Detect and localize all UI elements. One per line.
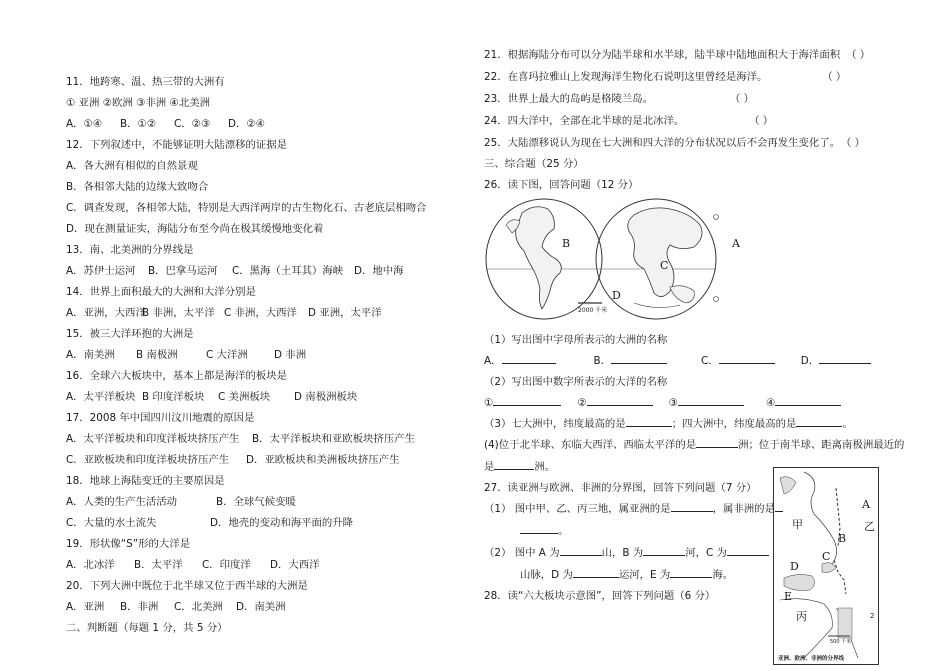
q15-option-d[interactable]: D 非洲 xyxy=(274,349,307,361)
q26-ocean-blank-4[interactable] xyxy=(775,405,841,406)
map-label-a: A xyxy=(732,237,740,250)
q25-answer-bracket[interactable]: （ ） xyxy=(846,137,865,149)
q15-stem: 15．被三大洋环抱的大洲是 xyxy=(66,328,194,340)
q27-part1-blank-1[interactable] xyxy=(671,511,713,512)
q24-text: 24．四大洋中，全部在北半球的是北冰洋。 xyxy=(484,115,685,127)
q18-option-b[interactable]: B．全球气候变暖 xyxy=(216,496,296,508)
q26-part1: （1）写出图中字母所表示的大洲的名称 xyxy=(484,334,668,346)
q19-option-a[interactable]: A．北冰洋 xyxy=(66,559,115,571)
q16-option-a[interactable]: A．太平洋板块 xyxy=(66,391,136,403)
q22 xyxy=(484,71,846,84)
q27-part2 xyxy=(484,547,769,560)
q27-blank-a[interactable] xyxy=(560,555,602,556)
q16-options xyxy=(66,391,357,404)
q11-stem: 11．地跨寒、温、热三带的大洲有 xyxy=(66,76,225,88)
q14-option-b[interactable]: B 非洲，太平洋 xyxy=(142,307,215,319)
q26-part4-text-a: (4)位于北半球、东临大西洋、西临太平洋的是 xyxy=(484,439,697,451)
q26-blank-label-b: B． xyxy=(593,355,612,367)
q17-stem: 17．2008 年中国四川汶川地震的原因是 xyxy=(66,412,255,424)
q13-option-d[interactable]: D．地中海 xyxy=(354,265,404,277)
q14-option-c[interactable]: C 非洲，大西洋 xyxy=(224,307,297,319)
q26-ocean-label-2: ② xyxy=(577,397,587,409)
q18-option-d[interactable]: D．地壳的变动和海平面的升降 xyxy=(210,517,354,529)
q20-option-d[interactable]: D．南美洲 xyxy=(236,601,286,613)
q15-options xyxy=(66,349,306,362)
q27-part1-cont xyxy=(520,525,568,538)
q26-part3-text-b: ；四大洲中，纬度最高的是 xyxy=(671,418,797,430)
q22-answer-bracket[interactable]: （ ） xyxy=(827,71,847,83)
q20-option-c[interactable]: C．北美洲 xyxy=(174,601,223,613)
q11-option-b[interactable]: B．①② xyxy=(120,118,157,130)
q14-option-d[interactable]: D 亚洲，太平洋 xyxy=(308,307,382,319)
q21-answer-bracket[interactable]: （ ） xyxy=(846,49,871,61)
q14-stem: 14．世界上面积最大的大洲和大洋分别是 xyxy=(66,286,256,298)
q23 xyxy=(484,93,754,106)
q20-option-b[interactable]: B．非洲 xyxy=(120,601,159,613)
q13-option-c[interactable]: C．黑海（土耳其）海峡 xyxy=(232,265,344,277)
section-3-title: 三、综合题（25 分） xyxy=(484,158,584,170)
q20-option-a[interactable]: A．亚洲 xyxy=(66,601,105,613)
q17-option-c[interactable]: C．亚欧板块和印度洋板块挤压产生 xyxy=(66,454,230,466)
q16-stem: 16．全球六大板块中，基本上都是海洋的板块是 xyxy=(66,370,288,382)
q26-blank-a[interactable] xyxy=(502,363,556,364)
q26-part3-blank-2[interactable] xyxy=(796,426,842,427)
boundary-map-label-c: C xyxy=(822,550,831,563)
q12-option-b[interactable]: B．各相邻大陆的边缘大致吻合 xyxy=(66,181,209,193)
q12-option-c[interactable]: C．调查发现，各相邻大陆，特别是大西洋两岸的古生物化石、古老底层相吻合 xyxy=(66,202,427,214)
q12-stem: 12．下列叙述中，不能够证明大陆漂移的证据是 xyxy=(66,139,288,151)
q26-blank-label-d: D． xyxy=(800,355,820,367)
boundary-map-caption: 亚洲、欧洲、非洲的分界线 xyxy=(778,656,845,662)
boundary-map-label-e: E xyxy=(784,590,793,603)
q27-part1-text-a: （1） 图中甲、乙、丙三地，属亚洲的是 xyxy=(484,503,671,515)
q27-part2-text-e: 运河，E 为 xyxy=(618,569,671,581)
q18-option-a[interactable]: A．人类的生产生活活动 xyxy=(66,496,178,508)
q18-options-row2 xyxy=(66,517,353,530)
q11-option-c[interactable]: C．②③ xyxy=(174,118,211,130)
q27-blank-d[interactable] xyxy=(573,577,619,578)
q26-ocean-label-1: ① xyxy=(484,397,494,409)
q12-option-d[interactable]: D．现在测量证实，海陆分布至今尚在极其缓慢地变化着 xyxy=(66,223,324,235)
boundary-map-scale: 500 千米 xyxy=(830,639,852,645)
q15-option-c[interactable]: C 大洋洲 xyxy=(206,349,248,361)
q13-options xyxy=(66,265,404,278)
boundary-map-label-a: A xyxy=(862,498,870,511)
q26-part3-text-a: （3）七大洲中，纬度最高的是 xyxy=(484,418,626,430)
q23-answer-bracket[interactable]: （ ） xyxy=(735,93,754,105)
q26-part4-text-d: 洲。 xyxy=(534,461,556,473)
q17-options-row1 xyxy=(66,433,415,446)
map-label-d: D xyxy=(612,289,621,302)
q14-options xyxy=(66,307,382,320)
q21 xyxy=(484,49,870,62)
boundary-map-label-b: B xyxy=(838,532,847,545)
q25 xyxy=(484,137,865,150)
map-scale: 2000 千米 xyxy=(578,307,608,314)
q26-blank-c[interactable] xyxy=(719,363,775,364)
q16-option-b[interactable]: B 印度洋板块 xyxy=(142,391,205,403)
q26-part2-blanks xyxy=(484,397,841,410)
q13-stem: 13．南、北美洲的分界线是 xyxy=(66,244,194,256)
q13-option-b[interactable]: B．巴拿马运河 xyxy=(148,265,218,277)
q27-part2-text-c: 河，C 为 xyxy=(685,547,727,559)
section-2-title: 二、判断题（每题 1 分，共 5 分） xyxy=(66,622,228,634)
q26-part4-text-c: 是 xyxy=(484,461,495,473)
q27-part2-text-b: 山，B 为 xyxy=(601,547,644,559)
q26-ocean-blank-2[interactable] xyxy=(587,405,653,406)
q26-part4-cont xyxy=(484,461,555,474)
q26-ocean-blank-1[interactable] xyxy=(493,405,561,406)
q27-blank-e[interactable] xyxy=(670,577,712,578)
q23-text: 23．世界上最大的岛屿是格陵兰岛。 xyxy=(484,93,654,105)
q17-option-b[interactable]: B．太平洋板块和亚欧板块挤压产生 xyxy=(252,433,415,445)
q28-stem: 28．读“六大板块示意图”，回答下列问题（6 分） xyxy=(484,590,716,602)
boundary-map-label-d: D xyxy=(790,560,799,573)
q11-options xyxy=(66,118,265,131)
q25-text: 25．大陆漂移说认为现在七大洲和四大洋的分布状况以后不会再发生变化了。 xyxy=(484,137,841,149)
q21-text: 21．根据海陆分布可以分为陆半球和水半球，陆半球中陆地面积大于海洋面积 xyxy=(484,49,841,61)
q17-options-row2 xyxy=(66,454,399,467)
q26-part4-blank-2[interactable] xyxy=(494,469,534,470)
q27-part1-text-c: 。 xyxy=(558,525,569,537)
q27-part2-cont xyxy=(520,569,733,582)
q19-stem: 19．形状像“S”形的大洋是 xyxy=(66,538,191,550)
q26-part4 xyxy=(484,439,904,452)
boundary-map-note: 2 xyxy=(870,612,875,620)
q26-part3-blank-1[interactable] xyxy=(626,426,672,427)
q18-stem: 18．地球上海陆变迁的主要原因是 xyxy=(66,475,225,487)
boundary-map-label-bing: 丙 xyxy=(796,610,807,623)
q20-options xyxy=(66,601,286,614)
world-hemispheres-map xyxy=(484,195,754,325)
q26-blank-label-c: C． xyxy=(701,355,719,367)
q26-ocean-label-4: ④ xyxy=(765,397,776,409)
q19-option-d[interactable]: D．大西洋 xyxy=(270,559,320,571)
q27-part1 xyxy=(484,503,783,516)
q17-option-a[interactable]: A．太平洋板块和印度洋板块挤压产生 xyxy=(66,433,240,445)
q27-part2-text-a: （2） 图中 A 为 xyxy=(484,547,560,559)
q24 xyxy=(484,115,773,128)
q22-text: 22．在喜玛拉雅山上发现海洋生物化石说明这里曾经是海洋。 xyxy=(484,71,768,83)
q27-blank-b[interactable] xyxy=(643,555,685,556)
boundary-map-label-jia: 甲 xyxy=(792,518,803,531)
q11-option-a[interactable]: A．①④ xyxy=(66,118,103,130)
q27-part2-text-d: 山脉，D 为 xyxy=(520,569,573,581)
q26-part4-blank-1[interactable] xyxy=(696,447,738,448)
q27-blank-c[interactable] xyxy=(727,555,769,556)
q16-option-d[interactable]: D 南极洲板块 xyxy=(294,391,358,403)
q15-option-b[interactable]: B 南极洲 xyxy=(136,349,178,361)
map-label-c: C xyxy=(660,259,669,272)
q15-option-a[interactable]: A．南美洲 xyxy=(66,349,115,361)
q27-part2-text-f: 海。 xyxy=(712,569,734,581)
boundary-map-label-yi: 乙 xyxy=(864,520,875,533)
q26-blank-label-a: A． xyxy=(484,355,502,367)
q12-option-a[interactable]: A．各大洲有相似的自然景观 xyxy=(66,160,198,172)
q27-part1-text-b: ，属非洲的是 xyxy=(712,503,775,515)
q27-part1-blank-2[interactable] xyxy=(520,533,558,534)
q16-option-c[interactable]: C 美洲板块 xyxy=(218,391,271,403)
q26-part1-blanks xyxy=(484,355,871,368)
q18-option-c[interactable]: C．大量的水土流失 xyxy=(66,517,157,529)
q20-stem: 20．下列大洲中既位于北半球又位于西半球的大洲是 xyxy=(66,580,308,592)
q13-option-a[interactable]: A．苏伊士运河 xyxy=(66,265,136,277)
q14-option-a[interactable]: A．亚洲，大西洋 xyxy=(66,307,146,319)
q26-blank-b[interactable] xyxy=(611,363,667,364)
q17-option-d[interactable]: D．亚欧板块和美洲板块挤压产生 xyxy=(246,454,400,466)
q18-options-row1 xyxy=(66,496,296,509)
q26-ocean-label-3: ③ xyxy=(668,397,678,409)
q19-options xyxy=(66,559,320,572)
q26-part3 xyxy=(484,418,853,431)
q19-option-b[interactable]: B．太平洋 xyxy=(134,559,183,571)
q26-blank-d[interactable] xyxy=(819,363,871,364)
q27-stem: 27．读亚洲与欧洲、非洲的分界图，回答下列问题（7 分） xyxy=(484,482,757,494)
q26-part4-text-b: 洲；位于南半球、距离南极洲最近的 xyxy=(738,439,905,451)
q11-option-d[interactable]: D．②④ xyxy=(228,118,266,130)
map-label-b: B xyxy=(562,237,571,250)
q26-stem: 26．读下图，回答问题（12 分） xyxy=(484,179,639,191)
q19-option-c[interactable]: C．印度洋 xyxy=(202,559,251,571)
q11-sub: ① 亚洲 ②欧洲 ③非洲 ④北美洲 xyxy=(66,97,210,109)
q24-answer-bracket[interactable]: （ ） xyxy=(754,115,774,127)
q26-part3-text-c: 。 xyxy=(842,418,853,430)
q26-part2: （2）写出图中数字所表示的大洋的名称 xyxy=(484,376,668,388)
q26-ocean-blank-3[interactable] xyxy=(678,405,744,406)
asia-europe-africa-boundary-map xyxy=(773,467,879,665)
